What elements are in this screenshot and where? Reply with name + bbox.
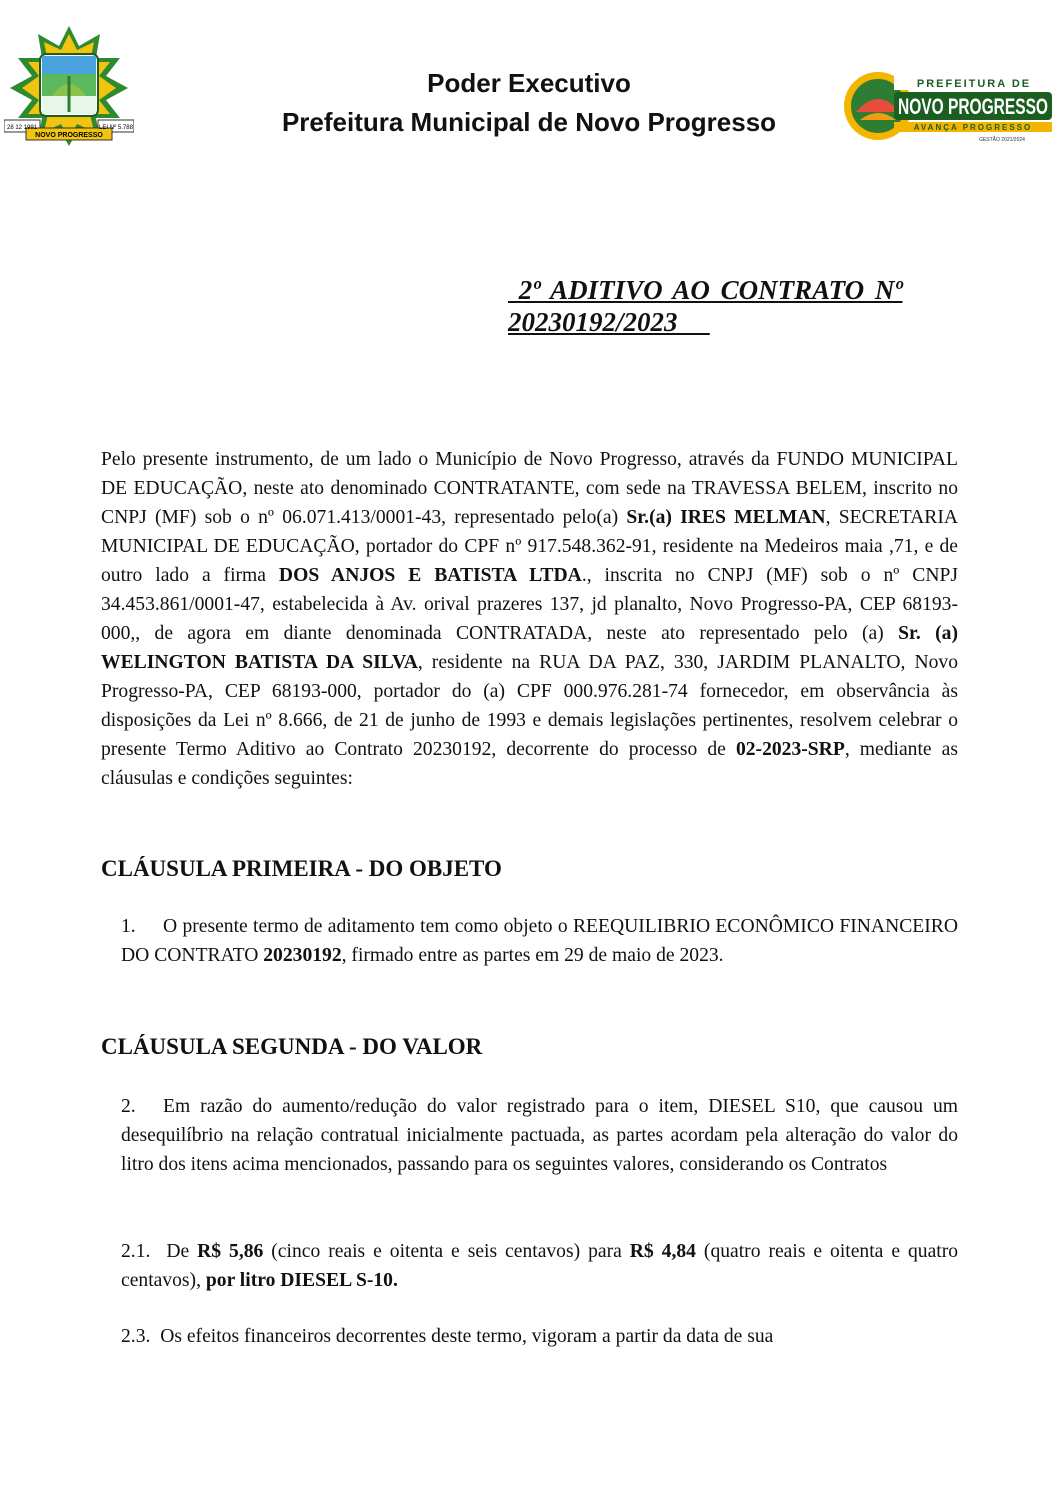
logo-banner: NOVO PROGRESSO — [35, 132, 103, 139]
process-number: 02-2023-SRP — [735, 739, 845, 760]
logo-top-text: PREFEITURA DE — [916, 78, 1032, 90]
intro-text-1: Pelo presente instrumento, de um lado o Município de Novo Progresso, através da FUNDO MUNICIPAL DE EDUCAÇÃO, neste ato denominado CONTRATANTE, com sede na TRAVESSA BELEM, inscrito no CNPJ (MF) sob o nº 06.071.413/0001-43, representado pelo(a) — [101, 449, 958, 528]
clause-1-heading: CLÁUSULA PRIMEIRA - DO OBJETO — [101, 856, 502, 881]
contract-number: 20230192 — [263, 945, 342, 966]
new-price: R$ 4,84 — [629, 1241, 696, 1262]
clause-2-number: 2. — [121, 1096, 136, 1117]
clause-2-1-text-3: (quatro reais e oitenta e quatro centavos), — [121, 1241, 959, 1291]
clause-2-text: Em razão do aumento/redução do valor registrado para o item, DIESEL S10, que causou um desequilíbrio na relação contratual inicialmente pactuada, as partes acordam pela alteração do valor do litro dos itens acima mencionados, passando para os seguintes valores, considerando os Contratos — [121, 1096, 958, 1175]
title-line-2: 20230192/2023 — [508, 307, 710, 337]
intro-text-2: , SECRETARIA MUNICIPAL DE EDUCAÇÃO, portador do CPF nº 917.548.362-91, residente na Medeiros maia ,71, e de outro lado a firma — [101, 507, 958, 586]
title-line-1: 2º ADITIVO AO CONTRATO Nº — [508, 275, 903, 305]
clause-2-3-number: 2.3. — [121, 1326, 151, 1347]
old-price: R$ 5,86 — [197, 1241, 264, 1262]
per-liter-diesel: por litro DIESEL S-10. — [205, 1270, 398, 1291]
header-line-1: Poder Executivo — [427, 68, 631, 98]
logo-date: 28 12 1991 — [6, 125, 38, 131]
intro-text-5: , mediante as cláusulas e condições seguintes: — [101, 739, 958, 789]
clause-1-number: 1. — [121, 916, 136, 937]
intro-text-4: , residente na RUA DA PAZ, 330, JARDIM PLANALTO, Novo Progresso-PA, CEP 68193-000, portador do (a) CPF 000.976.281-74 fornecedor, em observância às disposições da Lei nº 8.666, de 21 de junho de 1993 e demais legislações pertinentes, resolvem celebrar o presente Termo Aditivo ao Contrato 20230192, decorrente do processo de — [101, 652, 958, 760]
clause-2-1-text-1: De — [166, 1241, 198, 1262]
clause-2-1-text-2: (cinco reais e oitenta e seis centavos) para — [263, 1241, 630, 1262]
intro-text-3: ., inscrita no CNPJ (MF) sob o nº CNPJ 34.453.861/0001-47, estabelecida à Av. orival prazeres 137, jd planalto, Novo Progresso-PA, CEP 68193-000,, de agora em diante denominada CONTRATADA, neste ato representado pelo (a) — [101, 565, 958, 644]
logo-term: GESTÃO 2021/2024 — [979, 137, 1025, 143]
clause-1-text-1: O presente termo de aditamento tem como objeto o REEQUILIBRIO ECONÔMICO FINANCEIRO DO CONTRATO — [121, 916, 958, 966]
contracted-representative: Sr. (a) WELINGTON BATISTA DA SILVA — [101, 623, 958, 673]
logo-law: LEI Nº 5.788 — [99, 125, 133, 131]
contractor-representative: Sr.(a) IRES MELMAN — [626, 507, 826, 528]
clause-2-3-text: Os efeitos financeiros decorrentes deste termo, vigoram a partir da data de sua — [160, 1326, 774, 1347]
document-title — [508, 274, 958, 338]
clause-1-paragraph — [121, 912, 958, 970]
logo-main-text: NOVO PROGRESSO — [898, 94, 1048, 119]
logo-slogan: AVANÇA PROGRESSO — [913, 123, 1033, 132]
clause-1-text-2: , firmado entre as partes em 29 de maio de 2023. — [341, 945, 724, 966]
clause-2-1-paragraph — [121, 1237, 958, 1295]
intro-paragraph — [101, 445, 958, 793]
header-line-2: Prefeitura Municipal de Novo Progresso — [281, 107, 777, 137]
clause-2-paragraph — [121, 1092, 958, 1179]
contracted-company: DOS ANJOS E BATISTA LTDA — [278, 565, 582, 586]
clause-2-1-number: 2.1. — [121, 1241, 151, 1262]
prefeitura-novo-progresso-logo — [842, 66, 1054, 146]
clause-2-heading: CLÁUSULA SEGUNDA - DO VALOR — [101, 1034, 483, 1059]
clause-2-3-paragraph — [121, 1322, 958, 1351]
